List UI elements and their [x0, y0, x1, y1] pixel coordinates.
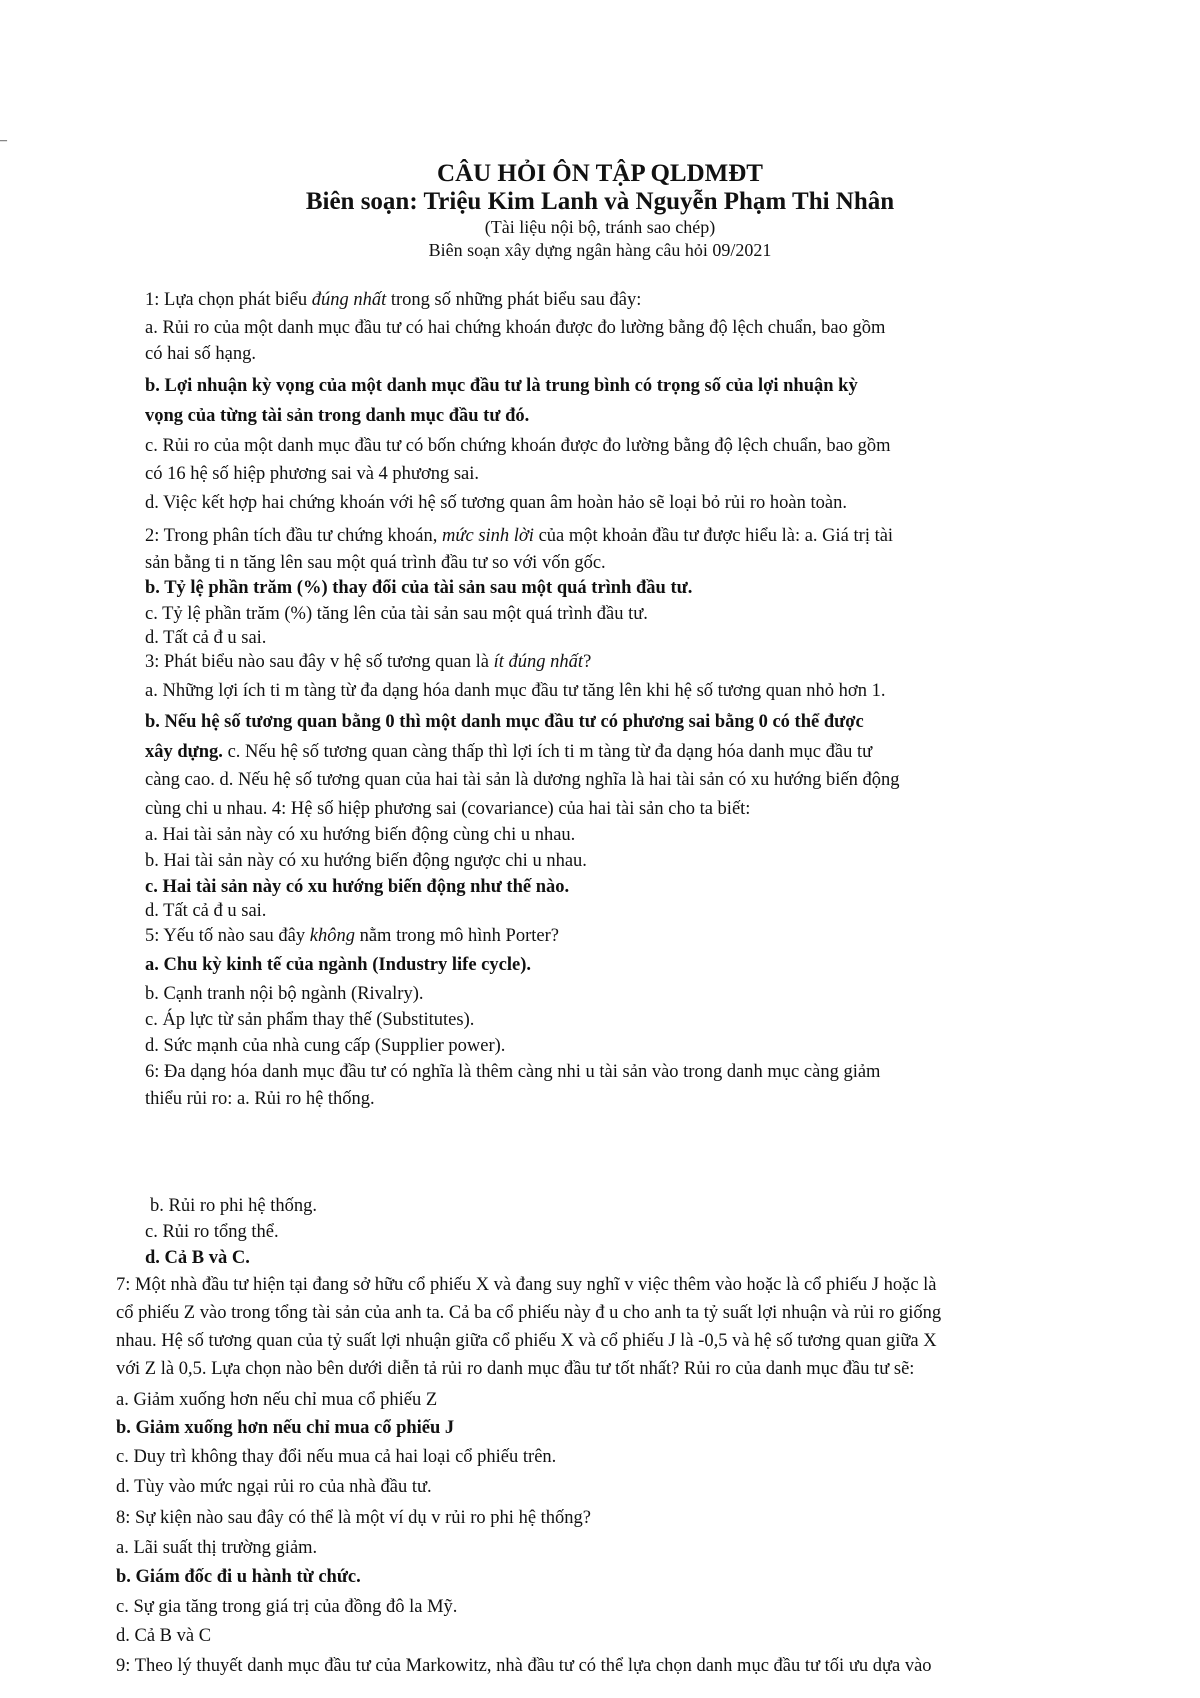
question-text: 2: Trong phân tích đầu tư chứng khoán,: [145, 526, 443, 546]
correct-answer-line: vọng của từng tài sản trong danh mục đầu tư đó.: [145, 406, 530, 426]
answer-line: c. Áp lực từ sản phẩm thay thế (Substitutes).: [145, 1010, 475, 1030]
answer-text: c. Nếu hệ số tương quan càng thấp thì lợi ích ti m tàng từ đa dạng hóa danh mục đầu tư: [222, 742, 873, 762]
answer-line: c. Rủi ro của một danh mục đầu tư có bốn chứng khoán được đo lường bằng độ lệch chuẩn, bao gồm: [145, 436, 891, 456]
answer-line: c. Sự gia tăng trong giá trị của đồng đô la Mỹ.: [116, 1597, 458, 1617]
answer-line: c. Rủi ro tổng thể.: [145, 1222, 279, 1242]
answer-line: a. Những lợi ích ti m tàng từ đa dạng hóa danh mục đầu tư tăng lên khi hệ số tương quan nhỏ hơn 1.: [145, 681, 886, 701]
document-authors: Biên soạn: Triệu Kim Lanh và Nguyễn Phạm Thi Nhân: [305, 188, 895, 215]
answer-line: sản bằng ti n tăng lên sau một quá trình đầu tư so với vốn gốc.: [145, 553, 606, 573]
question-1: [145, 288, 641, 312]
answer-line: d. Việc kết hợp hai chứng khoán với hệ số tương quan âm hoàn hảo sẽ loại bỏ rủi ro hoàn toàn.: [145, 493, 847, 513]
question-3: [145, 650, 591, 674]
document-note: (Tài liệu nội bộ, tránh sao chép): [484, 217, 716, 237]
answer-line: càng cao. d. Nếu hệ số tương quan của hai tài sản là dương nghĩa là hai tài sản có xu hướng biến động: [145, 770, 900, 790]
answer-line: d. Tùy vào mức ngại rủi ro của nhà đầu tư.: [116, 1477, 432, 1497]
correct-answer-line: a. Chu kỳ kinh tế của ngành (Industry life cycle).: [145, 955, 531, 975]
correct-answer-line: c. Hai tài sản này có xu hướng biến động như thế nào.: [145, 877, 570, 897]
question-6: 6: Đa dạng hóa danh mục đầu tư có nghĩa là thêm càng nhi u tài sản vào trong danh mục càng giảm: [145, 1062, 881, 1082]
emphasis-text: ít đúng nhất: [493, 652, 584, 672]
question-4: cùng chi u nhau. 4: Hệ số hiệp phương sai (covariance) của hai tài sản cho ta biết:: [145, 799, 751, 819]
emphasis-text: không: [309, 926, 355, 946]
correct-answer-line: b. Giảm xuống hơn nếu chỉ mua cổ phiếu J: [116, 1418, 455, 1438]
answer-line: thiểu rủi ro: a. Rủi ro hệ thống.: [145, 1089, 375, 1109]
question-7: 7: Một nhà đầu tư hiện tại đang sở hữu cổ phiếu X và đang suy nghĩ v việc thêm vào hoặc là cổ phiếu J hoặc là: [116, 1275, 937, 1295]
answer-line: a. Rủi ro của một danh mục đầu tư có hai chứng khoán được đo lường bằng độ lệch chuẩn, bao gồm: [145, 318, 886, 338]
question-text: 1: Lựa chọn phát biểu: [145, 290, 312, 310]
mixed-line: [145, 740, 872, 764]
question-text: 5: Yếu tố nào sau đây: [145, 926, 310, 946]
document-title: CÂU HỎI ÔN TẬP QLDMĐT: [437, 160, 763, 187]
question-2: [145, 524, 893, 548]
answer-line: d. Cả B và C: [116, 1626, 212, 1646]
question-line: nhau. Hệ số tương quan của tỷ suất lợi nhuận giữa cổ phiếu X và cổ phiếu J là -0,5 và hệ số tương quan giữa X: [116, 1331, 937, 1351]
question-text: 3: Phát biểu nào sau đây v hệ số tương quan là: [145, 652, 494, 672]
question-line: cổ phiếu Z vào trong tổng tài sản của anh ta. Cả ba cổ phiếu này đ u cho anh ta tỷ suất lợi nhuận và rủi ro giống: [116, 1303, 942, 1323]
question-5: [145, 924, 559, 948]
answer-line: có hai số hạng.: [145, 344, 256, 364]
correct-answer-line: b. Giám đốc đi u hành từ chức.: [116, 1567, 361, 1587]
question-text: nằm trong mô hình Porter?: [354, 926, 559, 946]
correct-answer-line: b. Tỷ lệ phần trăm (%) thay đổi của tài sản sau một quá trình đầu tư.: [145, 578, 693, 598]
answer-line: c. Duy trì không thay đổi nếu mua cả hai loại cổ phiếu trên.: [116, 1447, 557, 1467]
question-9: 9: Theo lý thuyết danh mục đầu tư của Markowitz, nhà đầu tư có thể lựa chọn danh mục đầu tư tối ưu dựa vào: [116, 1656, 932, 1676]
question-text: của một khoản đầu tư được hiểu là: a. Giá trị tài: [533, 526, 894, 546]
document-header: [0, 160, 1200, 262]
emphasis-text: đúng nhất: [311, 290, 387, 310]
answer-line: d. Tất cả đ u sai.: [145, 901, 267, 921]
answer-line: c. Tỷ lệ phần trăm (%) tăng lên của tài sản sau một quá trình đầu tư.: [145, 604, 648, 624]
answer-line: a. Giảm xuống hơn nếu chỉ mua cổ phiếu Z: [116, 1390, 438, 1410]
answer-line: có 16 hệ số hiệp phương sai và 4 phương sai.: [145, 464, 480, 484]
question-line: với Z là 0,5. Lựa chọn nào bên dưới diễn tả rủi ro danh mục đầu tư tốt nhất? Rủi ro của danh mục đầu tư sẽ:: [116, 1359, 915, 1379]
answer-line: d. Tất cả đ u sai.: [145, 628, 267, 648]
correct-answer-text: xây dựng.: [145, 742, 223, 762]
document-compiled-date: Biên soạn xây dựng ngân hàng câu hỏi 09/2021: [428, 240, 772, 260]
corner-mark: –: [0, 133, 7, 148]
answer-line: a. Hai tài sản này có xu hướng biến động cùng chi u nhau.: [145, 825, 576, 845]
correct-answer-line: b. Nếu hệ số tương quan bằng 0 thì một danh mục đầu tư có phương sai bằng 0 có thể được: [145, 712, 864, 732]
question-text: trong số những phát biểu sau đây:: [386, 290, 642, 310]
answer-line: d. Sức mạnh của nhà cung cấp (Supplier power).: [145, 1036, 506, 1056]
answer-line: b. Hai tài sản này có xu hướng biến động ngược chi u nhau.: [145, 851, 587, 871]
emphasis-text: mức sinh lời: [442, 526, 534, 546]
answer-line: b. Rủi ro phi hệ thống.: [150, 1196, 318, 1216]
answer-line: b. Cạnh tranh nội bộ ngành (Rivalry).: [145, 984, 424, 1004]
answer-line: a. Lãi suất thị trường giảm.: [116, 1538, 318, 1558]
correct-answer-line: d. Cả B và C.: [145, 1248, 250, 1268]
correct-answer-line: b. Lợi nhuận kỳ vọng của một danh mục đầu tư là trung bình có trọng số của lợi nhuận kỳ: [145, 376, 858, 396]
question-8: 8: Sự kiện nào sau đây có thể là một ví dụ v rủi ro phi hệ thống?: [116, 1508, 592, 1528]
question-text: ?: [583, 652, 592, 672]
